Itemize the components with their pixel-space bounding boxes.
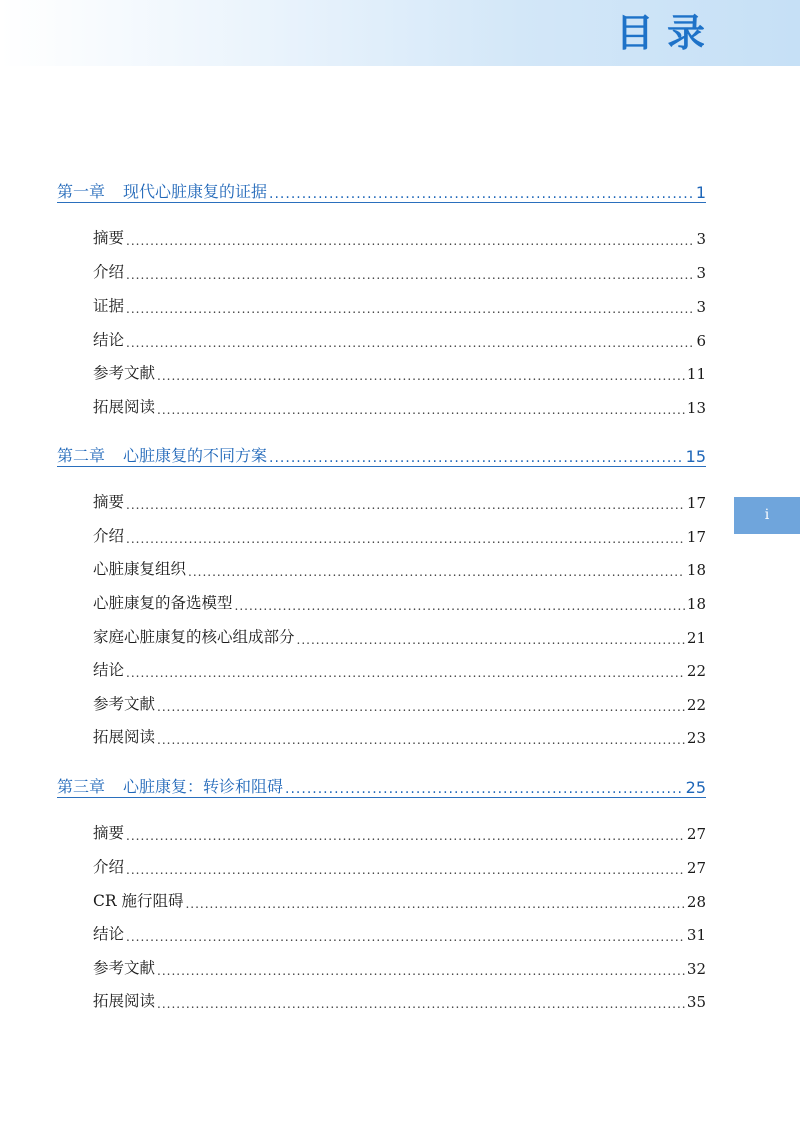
page-title: 目 录 xyxy=(615,11,705,55)
toc-entry[interactable] xyxy=(93,260,706,282)
toc-entry[interactable] xyxy=(93,692,706,714)
entry-page: 6 xyxy=(696,332,706,350)
dot-leader xyxy=(126,666,685,680)
dot-leader xyxy=(297,633,685,647)
dot-leader xyxy=(157,403,685,417)
dot-leader xyxy=(126,302,694,316)
entry-label: 结论 xyxy=(93,661,125,679)
entry-page: 23 xyxy=(686,729,706,747)
toc-entry[interactable] xyxy=(93,490,706,512)
entry-label: CR 施行阻碍 xyxy=(93,892,184,910)
entry-page: 32 xyxy=(686,960,706,978)
entry-label: 拓展阅读 xyxy=(93,992,156,1010)
toc-entry[interactable] xyxy=(93,294,706,316)
chapter-page: 1 xyxy=(695,183,706,202)
entry-label: 摘要 xyxy=(93,824,125,842)
toc-entry[interactable] xyxy=(93,956,706,978)
chapter-heading-3[interactable] xyxy=(57,771,706,798)
toc-entry[interactable] xyxy=(93,625,706,647)
dot-leader xyxy=(126,829,685,843)
entry-label: 介绍 xyxy=(93,858,125,876)
entry-page: 13 xyxy=(686,399,706,417)
entry-page: 27 xyxy=(686,825,706,843)
dot-leader xyxy=(188,565,685,579)
dot-leader xyxy=(126,930,685,944)
dot-leader xyxy=(157,369,685,383)
dot-leader xyxy=(269,186,694,202)
chapter-title: 心脏康复：转诊和阻碍 xyxy=(123,777,284,796)
dot-leader xyxy=(126,268,694,282)
entry-label: 家庭心脏康复的核心组成部分 xyxy=(93,628,295,646)
chapter-heading-1[interactable] xyxy=(57,176,706,203)
entry-page: 11 xyxy=(686,365,706,383)
entry-label: 参考文献 xyxy=(93,695,156,713)
toc-entry[interactable] xyxy=(93,725,706,747)
toc-entry[interactable] xyxy=(93,361,706,383)
entry-page: 22 xyxy=(686,696,706,714)
entry-label: 介绍 xyxy=(93,527,125,545)
entry-page: 3 xyxy=(696,264,706,282)
chapter-number: 第三章 xyxy=(57,777,106,796)
entry-page: 17 xyxy=(686,528,706,546)
dot-leader xyxy=(269,450,684,466)
toc-entry[interactable] xyxy=(93,524,706,546)
entry-label: 拓展阅读 xyxy=(93,398,156,416)
entry-page: 27 xyxy=(686,859,706,877)
toc-entry[interactable] xyxy=(93,889,706,911)
entry-label: 心脏康复的备选模型 xyxy=(93,594,233,612)
toc-entry[interactable] xyxy=(93,395,706,417)
dot-leader xyxy=(126,234,694,248)
toc-entry[interactable] xyxy=(93,989,706,1011)
entry-page: 35 xyxy=(686,993,706,1011)
dot-leader xyxy=(126,863,685,877)
toc-entry[interactable] xyxy=(93,557,706,579)
entry-label: 参考文献 xyxy=(93,959,156,977)
toc-entry[interactable] xyxy=(93,658,706,680)
dot-leader xyxy=(126,498,685,512)
entry-label: 心脏康复组织 xyxy=(93,560,187,578)
toc-entry[interactable] xyxy=(93,855,706,877)
dot-leader xyxy=(235,599,685,613)
entry-label: 结论 xyxy=(93,925,125,943)
entry-page: 28 xyxy=(686,893,706,911)
entry-page: 3 xyxy=(696,230,706,248)
entry-page: 21 xyxy=(686,629,706,647)
entry-page: 31 xyxy=(686,926,706,944)
entry-label: 拓展阅读 xyxy=(93,728,156,746)
chapter-number: 第二章 xyxy=(57,446,106,465)
toc-entry[interactable] xyxy=(93,328,706,350)
side-page-tab: i xyxy=(734,497,800,534)
entry-page: 18 xyxy=(686,595,706,613)
chapter-page: 15 xyxy=(685,447,706,466)
dot-leader xyxy=(157,997,685,1011)
toc-entry[interactable] xyxy=(93,922,706,944)
entry-label: 参考文献 xyxy=(93,364,156,382)
entry-label: 摘要 xyxy=(93,493,125,511)
entry-label: 结论 xyxy=(93,331,125,349)
entry-page: 3 xyxy=(696,298,706,316)
dot-leader xyxy=(157,700,685,714)
entry-page: 17 xyxy=(686,494,706,512)
entry-page: 22 xyxy=(686,662,706,680)
dot-leader xyxy=(157,733,685,747)
dot-leader xyxy=(157,964,685,978)
toc-entry[interactable] xyxy=(93,591,706,613)
chapter-title: 心脏康复的不同方案 xyxy=(123,446,268,465)
chapter-page: 25 xyxy=(685,778,706,797)
entry-label: 摘要 xyxy=(93,229,125,247)
dot-leader xyxy=(126,336,694,350)
entry-label: 证据 xyxy=(93,297,125,315)
toc-entry[interactable] xyxy=(93,821,706,843)
chapter-number: 第一章 xyxy=(57,182,106,201)
entry-page: 18 xyxy=(686,561,706,579)
chapter-heading-2[interactable] xyxy=(57,440,706,467)
dot-leader xyxy=(185,897,684,911)
toc-entry[interactable] xyxy=(93,226,706,248)
dot-leader xyxy=(285,781,684,797)
chapter-title: 现代心脏康复的证据 xyxy=(123,182,268,201)
dot-leader xyxy=(126,532,685,546)
entry-label: 介绍 xyxy=(93,263,125,281)
